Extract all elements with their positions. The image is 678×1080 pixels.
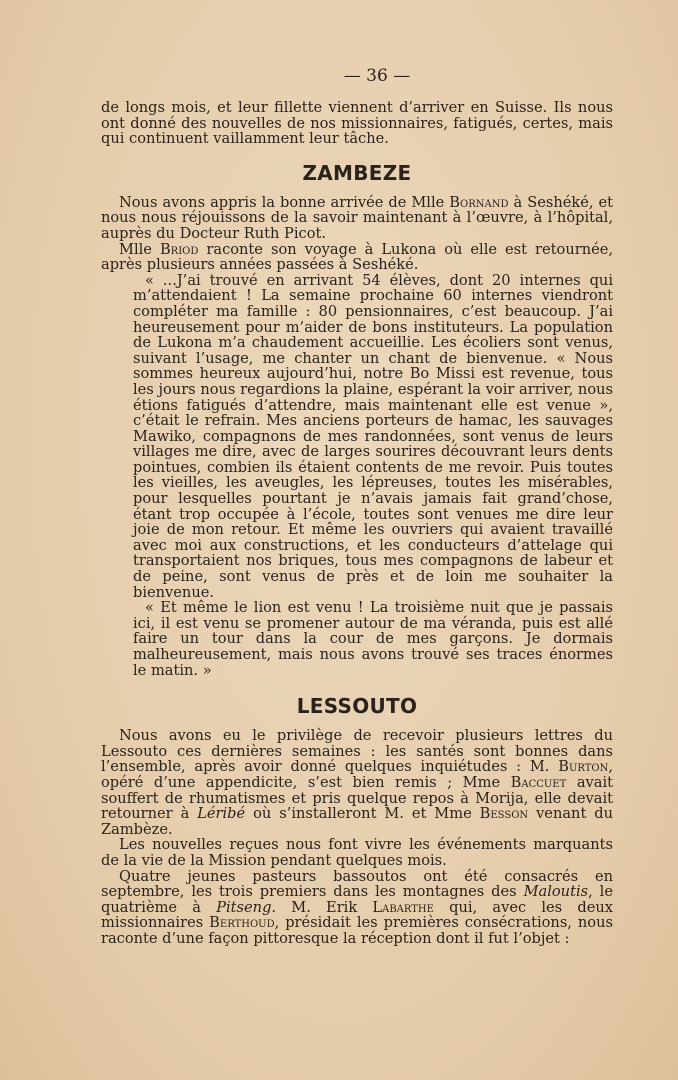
person-name: Labarthe bbox=[372, 898, 434, 916]
zambeze-quote-1: « ...J’ai trouvé en arrivant 54 élèves, dont 20 internes qui m’attendaient ! La semaine prochaine 60 internes viendront compléter ma famille : 80 pensionnaires, c’est beaucoup. J’ai heureusement pour m’aider de bons instituteurs. La population de Lukona m’a chaudement accueillie. Les écoliers sont venus, suivant l’usage, me chanter un chant de bienvenue. « Nous sommes heureux aujourd’hui, notre Bo Missi est revenue, tous les jours nous regardions la plaine, espérant la voir arriver, nous étions fatigués d’attendre, mais maintenant elle est venue », c’était le refrain. Mes anciens porteurs de hamac, les sauvages Mawiko, compagnons de mes randonnées, sont venus de leurs villages me dire, avec de larges sourires découvrant leurs dents pointues, combien ils étaient contents de me revoir. Puis toutes les vieilles, les aveugles, les lépreuses, toutes les misérables, pour lesquelles pourtant je n’avais jamais fait grand’chose, étant trop occupée à l’école, toutes sont venues me dire leur joie de mon retour. Et même les ouvriers qui avaient travaillé avec moi aux constructions, et les conducteurs d’attelage qui transportaient nos briques, tous mes compagnons de labeur et de peine, sont venus de près et de loin me souhaiter la bienvenue. bbox=[133, 271, 613, 601]
section-heading-lessouto: LESSOUTO bbox=[296, 694, 418, 719]
person-name: Baccuet bbox=[510, 773, 567, 791]
lessouto-paragraph-1: Nous avons eu le privilège de recevoir plusieurs lettres du Lessouto ces dernières semaines : les santés sont bonnes dans l’ensemble, après avoir donné quelques inquiétudes : M. Burton, opéré d’une appendicite, s’est bien remis ; Mme Baccuet avait souffert de rhumatismes et pris quelque repos à Morija, elle devait retourner à Léribé où s’installeront M. et Mme Besson venant du Zambèze. bbox=[101, 727, 613, 838]
page-number: — 36 — bbox=[343, 66, 411, 86]
zambeze-paragraph-1: Nous avons appris la bonne arrivée de Mlle Bornand à Seshéké, et nous nous réjouissons de la savoir maintenant à l’œuvre, à l’hôpital, auprès du Docteur Ruth Picot. bbox=[101, 193, 613, 242]
person-name: Besson bbox=[479, 805, 529, 823]
place-name: Léribé bbox=[197, 805, 246, 823]
page-content bbox=[101, 66, 613, 947]
person-name: Bornand bbox=[449, 193, 509, 211]
zambeze-paragraph-2: Mlle Briod raconte son voyage à Lukona où elle est retournée, après plusieurs années passées à Seshéké. bbox=[101, 240, 614, 274]
section-heading-zambeze: ZAMBEZE bbox=[302, 160, 412, 185]
lessouto-paragraph-2: Les nouvelles reçues nous font vivre les événements marquants de la vie de la Mission pendant quelques mois. bbox=[101, 836, 613, 869]
place-name: Pitseng bbox=[216, 898, 272, 916]
intro-paragraph: de longs mois, et leur fillette viennent d’arriver en Suisse. Ils nous ont donné des nouvelles de nos missionnaires, fatigués, certes, mais qui continuent vaillamment leur tâche. bbox=[101, 99, 613, 148]
person-name: Briod bbox=[159, 240, 199, 258]
lessouto-paragraph-3: Quatre jeunes pasteurs bassoutos ont été consacrés en septembre, les trois premiers dans les montagnes des Maloutis, le quatrième à Pitseng. M. Erik Labarthe qui, avec les deux missionnaires Berthoud, présidait les premières consécrations, nous raconte d’une façon pittoresque la réception dont il fut l’objet : bbox=[101, 867, 613, 947]
person-name: Burton bbox=[558, 758, 609, 776]
zambeze-quote-2: « Et même le lion est venu ! La troisième nuit que je passais ici, il est venu se promener autour de ma véranda, puis est allé faire un tour dans la cour de mes garçons. Je dormais malheureusement, mais nous avons trouvé ses traces énormes le matin. » bbox=[133, 599, 613, 679]
person-name: Berthoud bbox=[209, 914, 275, 932]
place-name: Maloutis bbox=[523, 883, 589, 901]
